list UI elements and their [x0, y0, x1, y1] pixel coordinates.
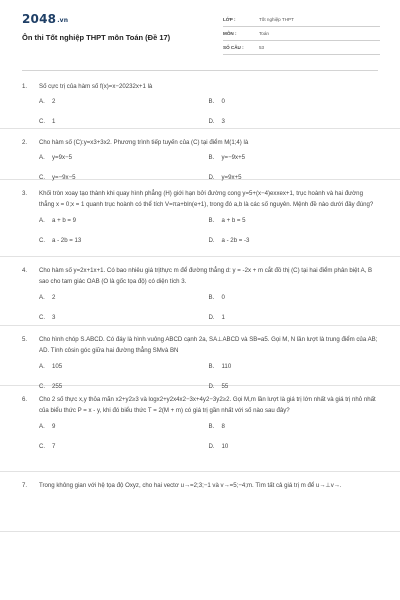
option-text: 1 — [221, 313, 225, 321]
option-letter: D. — [208, 442, 215, 450]
answer-option[interactable] — [39, 357, 209, 377]
meta-row — [223, 41, 380, 55]
answer-option[interactable] — [209, 168, 379, 188]
option-letter: D. — [208, 382, 215, 390]
answer-options — [22, 148, 378, 188]
option-text: a - 2b = -3 — [221, 236, 250, 244]
option-text: a + b = 9 — [52, 216, 77, 224]
answer-option[interactable] — [209, 308, 379, 328]
question — [0, 326, 400, 390]
meta-value: 53 — [259, 45, 265, 50]
option-text: 105 — [52, 362, 63, 370]
answer-option[interactable] — [209, 357, 379, 377]
option-text: 0 — [221, 98, 225, 106]
question — [0, 180, 400, 257]
option-text: 0 — [221, 293, 225, 301]
option-text: 9 — [52, 422, 56, 430]
meta-label: SỐ CÂU : — [223, 45, 244, 50]
question-text: Khối tròn xoay tạo thành khi quay hình phẳng (H) giới hạn bởi đường cong y=5+(x−4)exxex+1, trục hoành và hai đường thẳng x = 0;x = 1 quanh trục hoành có thể tích V=πa+bln(e+1), trong đó a,b là các số nguyên. Mệnh đề nào dưới đây đúng? — [39, 190, 374, 209]
meta-value: Toán — [259, 31, 269, 36]
option-text: 110 — [221, 362, 232, 370]
option-letter: D. — [208, 174, 215, 182]
option-text: y=−9x+5 — [221, 154, 246, 162]
option-letter: C. — [39, 236, 46, 244]
answer-option[interactable] — [209, 112, 379, 132]
option-letter: A. — [39, 293, 45, 301]
question — [0, 129, 400, 180]
header — [0, 0, 400, 62]
option-text: 55 — [221, 382, 229, 390]
question-number: 2. — [22, 139, 28, 146]
question-stem — [22, 137, 378, 148]
option-text: 7 — [52, 442, 56, 450]
answer-options — [22, 211, 378, 251]
option-text: 2 — [52, 293, 56, 301]
option-text: 10 — [221, 442, 229, 450]
option-letter: B. — [208, 154, 215, 162]
question-list — [0, 77, 400, 532]
answer-option[interactable] — [209, 288, 379, 308]
option-text: y=−9x−5 — [52, 174, 76, 182]
option-text: 255 — [52, 382, 63, 390]
question-text: Cho hình chóp S.ABCD. Có đáy là hình vuông ABCD cạnh 2a, SA⊥ABCD và SB=a5. Gọi M, N lần lượt là trung điểm của AB; AD. Tính côsin góc giữa hai đường thẳng SMvà BN — [39, 336, 378, 355]
answer-option[interactable] — [209, 92, 379, 112]
option-text: a - 2b = 13 — [52, 236, 82, 244]
answer-options — [22, 288, 378, 328]
option-letter: B. — [208, 422, 215, 430]
option-letter: A. — [39, 362, 45, 370]
option-letter: D. — [208, 236, 215, 244]
option-letter: B. — [208, 216, 215, 224]
answer-option[interactable] — [39, 417, 209, 437]
answer-option[interactable] — [209, 231, 379, 251]
meta-row — [223, 13, 380, 27]
question-stem — [22, 265, 378, 288]
header-divider — [22, 70, 378, 71]
option-letter: A. — [39, 216, 45, 224]
option-letter: A. — [39, 98, 45, 106]
exam-title: Ôn thi Tốt nghiệp THPT môn Toán (Đề 17) — [22, 33, 171, 42]
meta-row — [223, 27, 380, 41]
option-letter: A. — [39, 422, 45, 430]
exam-meta-table — [223, 13, 380, 55]
option-text: 3 — [52, 313, 56, 321]
question — [0, 472, 400, 532]
question-number: 3. — [22, 190, 28, 197]
option-letter: D. — [208, 313, 215, 321]
option-letter: B. — [208, 362, 215, 370]
question-number: 6. — [22, 396, 28, 403]
option-letter: A. — [39, 154, 45, 162]
question-stem — [22, 480, 378, 491]
option-text: 2 — [52, 98, 56, 106]
answer-option[interactable] — [209, 211, 379, 231]
answer-option[interactable] — [39, 148, 209, 168]
answer-option[interactable] — [39, 231, 209, 251]
answer-option[interactable] — [39, 211, 209, 231]
question-text: Số cực trị của hàm số f(x)=x−20232x+1 là — [39, 83, 153, 90]
question-number: 1. — [22, 83, 28, 90]
brand-logo[interactable] — [22, 12, 68, 26]
meta-label: MÔN : — [223, 31, 237, 36]
answer-option[interactable] — [209, 437, 379, 457]
question-text: Cho 2 số thực x,y thỏa mãn x2+y2≥3 và logx2+y2x4x2−3x+4y2−3y2≥2. Gọi M,m lần lượt là giá trị lớn nhất và giá trị nhỏ nhất của biểu thức P = x - y, khi đó biểu thức T = 2(M + m) có giá trị gần nhất với số nào sau đây? — [39, 396, 376, 415]
answer-option[interactable] — [209, 148, 379, 168]
question-text: Trong không gian với hệ tọa độ Oxyz, cho hai vectơ u→=2;3;−1 và v→=5;−4;m. Tìm tất cả giá trị m để u→⊥v→. — [39, 482, 342, 489]
answer-option[interactable] — [39, 112, 209, 132]
question — [0, 257, 400, 326]
option-text: 8 — [221, 422, 225, 430]
brand-name: 2048 — [22, 12, 57, 26]
option-letter: C. — [39, 313, 46, 321]
answer-option[interactable] — [39, 288, 209, 308]
answer-option[interactable] — [39, 168, 209, 188]
question-stem — [22, 188, 378, 211]
question-number: 4. — [22, 267, 28, 274]
option-letter: C. — [39, 174, 46, 182]
answer-option[interactable] — [39, 92, 209, 112]
question-text: Cho hàm số (C):y=x3+3x2. Phương trình tiếp tuyến của (C) tại điểm M(1;4) là — [39, 139, 249, 146]
question-stem — [22, 334, 378, 357]
option-text: 3 — [221, 118, 225, 126]
option-letter: C. — [39, 442, 46, 450]
option-letter: B. — [208, 293, 215, 301]
meta-label: LỚP : — [223, 17, 236, 22]
answer-option[interactable] — [39, 308, 209, 328]
brand-suffix: .vn — [57, 17, 69, 24]
question-text: Cho hàm số y=2x+1x+1. Có bao nhiêu giá trịthực m để đường thẳng d: y = -2x + m cắt đồ thị (C) tại hai điểm phân biệt A, B sao cho tam giác OAB (O là gốc tọa độ) có diện tích 3. — [39, 267, 373, 286]
answer-option[interactable] — [39, 437, 209, 457]
option-text: y=9x+5 — [221, 174, 242, 182]
question-number: 7. — [22, 482, 28, 489]
option-letter: C. — [39, 382, 46, 390]
question — [0, 386, 400, 472]
question-number: 5. — [22, 336, 28, 343]
option-text: 1 — [52, 118, 56, 126]
answer-option[interactable] — [209, 417, 379, 437]
option-text: y=9x−5 — [52, 154, 72, 162]
question-stem — [22, 394, 378, 417]
option-text: a + b = 5 — [221, 216, 246, 224]
question-stem — [22, 81, 378, 92]
option-letter: D. — [208, 118, 215, 126]
answer-options — [22, 92, 378, 132]
option-letter: C. — [39, 118, 46, 126]
meta-value: Tốt nghiệp THPT — [259, 17, 294, 22]
question — [0, 77, 400, 129]
answer-options — [22, 417, 378, 457]
option-letter: B. — [208, 98, 215, 106]
answer-options — [22, 357, 378, 397]
